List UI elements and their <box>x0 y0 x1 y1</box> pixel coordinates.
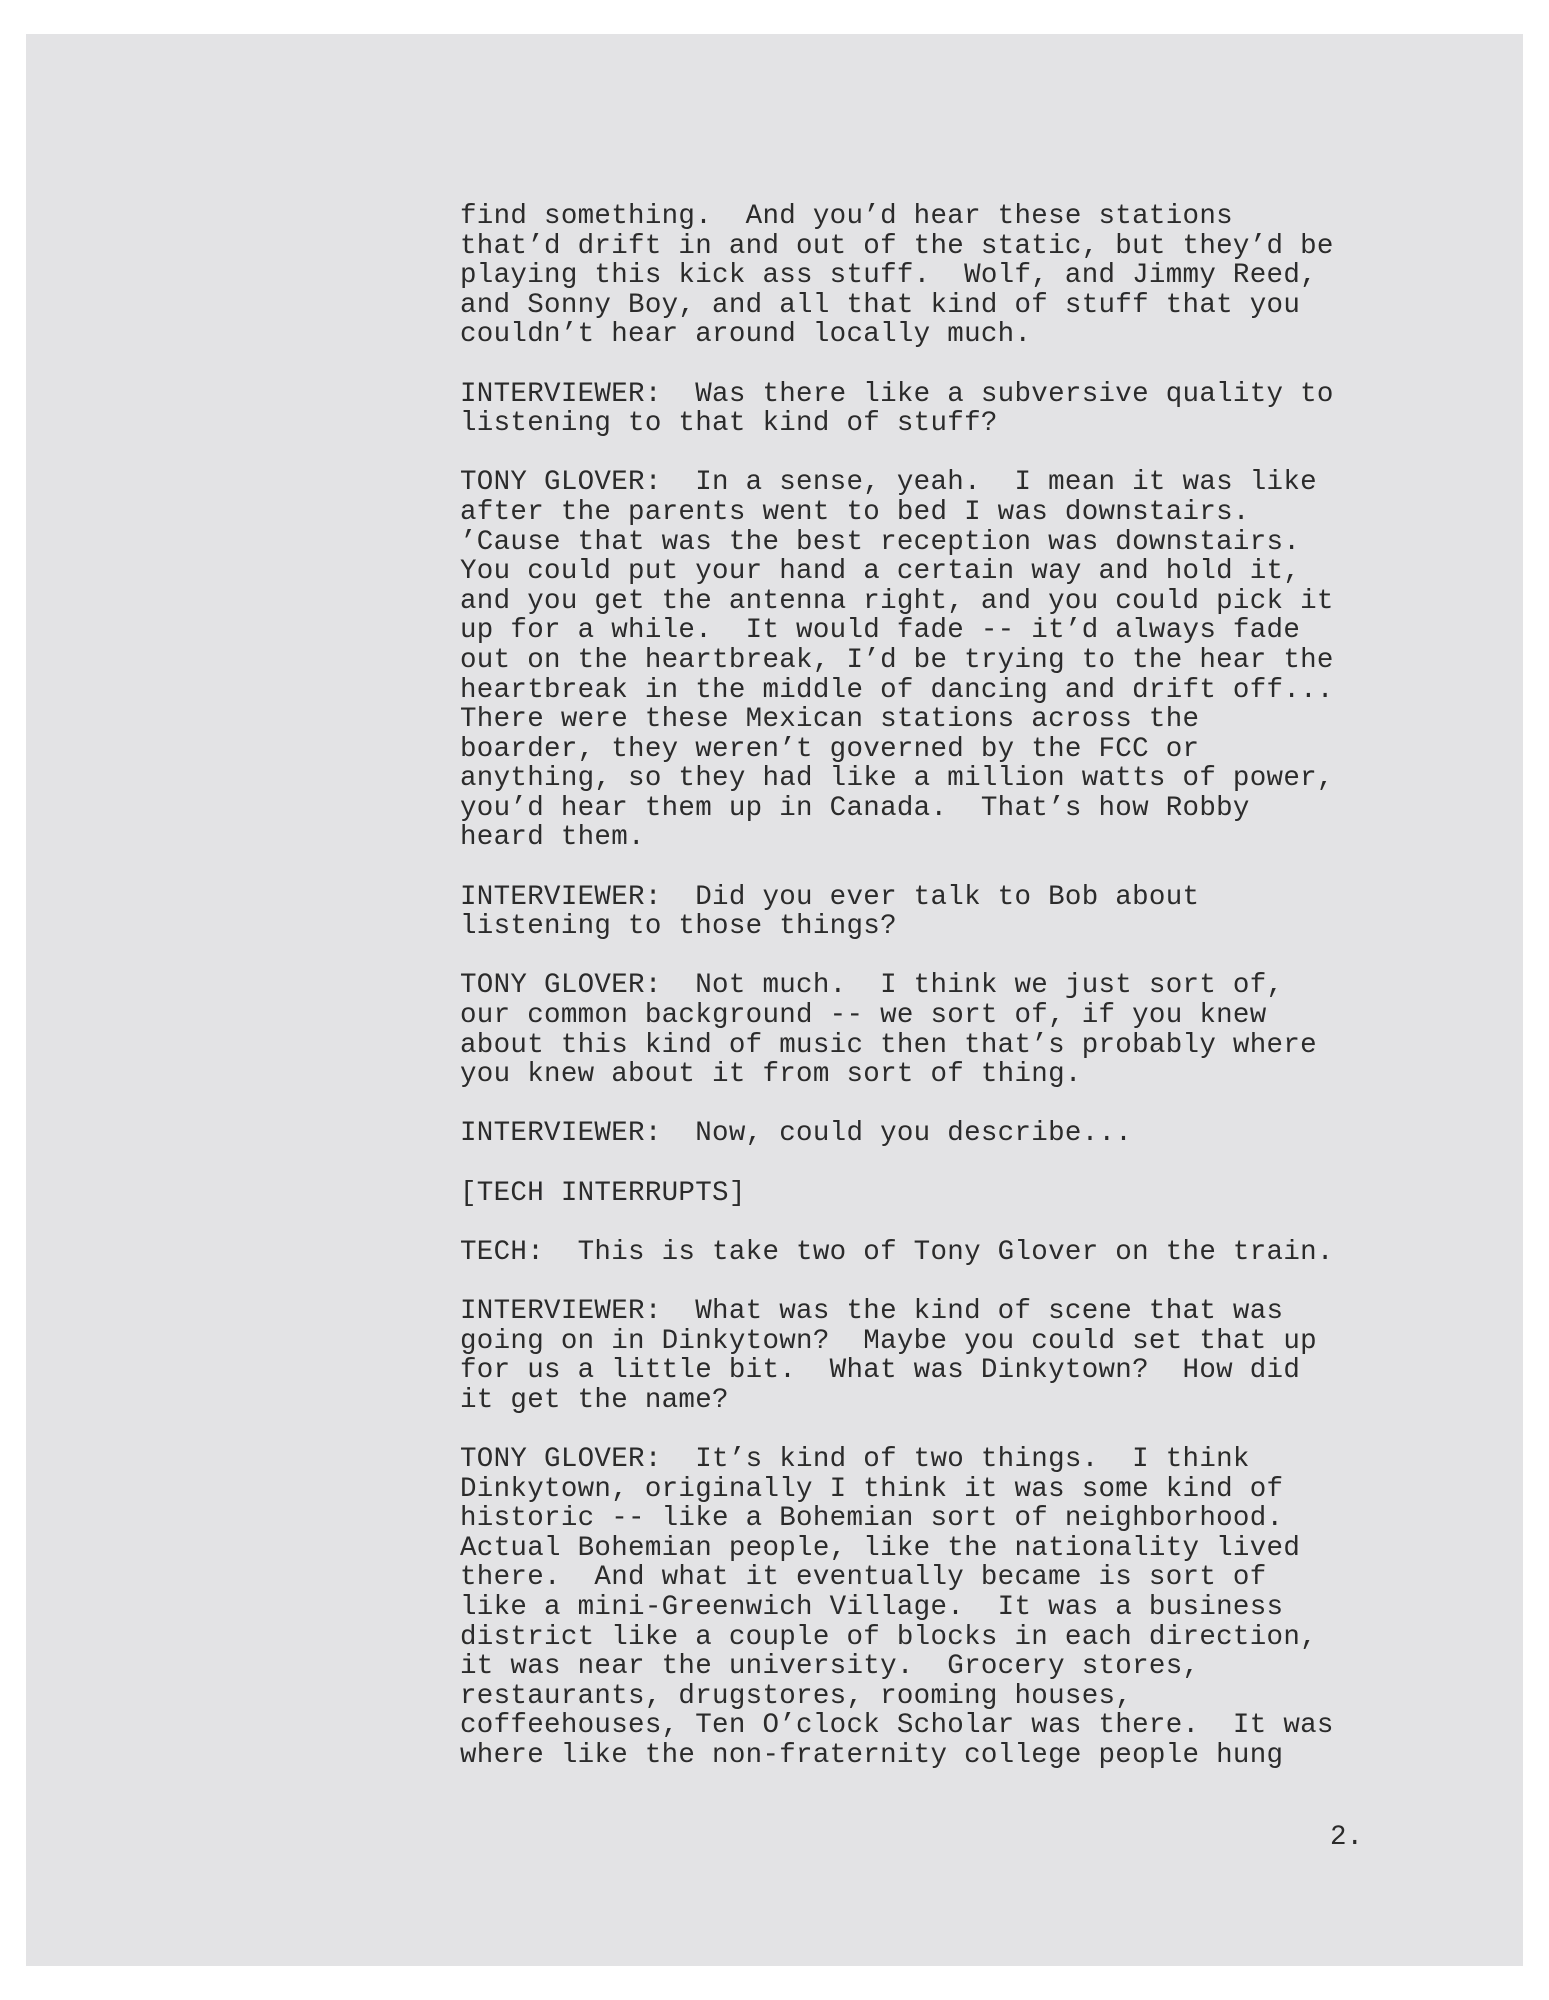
transcript-line: couldn’t hear around locally much. <box>460 319 1032 351</box>
transcript-paragraph <box>460 1238 1420 1268</box>
transcript-line: TONY GLOVER: In a sense, yeah. I mean it was like <box>460 467 1317 499</box>
transcript-line: TONY GLOVER: Not much. I think we just sort of, <box>460 970 1284 1002</box>
transcript-line: where like the non-fraternity college people hung <box>460 1739 1284 1771</box>
transcript-paragraph <box>460 1445 1420 1771</box>
transcript-line: find something. And you’d hear these stations <box>460 201 1233 232</box>
transcript-paragraph <box>460 1119 1420 1149</box>
transcript-line: ’Cause that was the best reception was downstairs. <box>460 526 1301 558</box>
transcript-line: it get the name? <box>460 1384 729 1416</box>
transcript-line: coffeehouses, Ten O’clock Scholar was there. It was <box>460 1710 1334 1742</box>
transcript-line: and you get the antenna right, and you could pick it <box>460 585 1334 617</box>
transcript-line: There were these Mexican stations across the <box>460 704 1200 736</box>
transcript-line: heartbreak in the middle of dancing and drift off... <box>460 674 1334 706</box>
transcript-line: going on in Dinkytown? Maybe you could set that up <box>460 1325 1317 1357</box>
transcript-line: for us a little bit. What was Dinkytown? How did <box>460 1355 1301 1387</box>
transcript-line: our common background -- we sort of, if you knew <box>460 1000 1267 1032</box>
transcript-line: like a mini-Greenwich Village. It was a business <box>460 1591 1284 1623</box>
transcript-line: Actual Bohemian people, like the nationality lived <box>460 1532 1301 1564</box>
transcript-paragraph <box>460 202 1420 350</box>
transcript-line: you’d hear them up in Canada. That’s how Robby <box>460 792 1250 824</box>
transcript-line: Dinkytown, originally I think it was some kind of <box>460 1473 1284 1505</box>
transcript-line: heard them. <box>460 822 645 854</box>
transcript-line: there. And what it eventually became is sort of <box>460 1562 1267 1594</box>
transcript-line: and Sonny Boy, and all that kind of stuff that you <box>460 289 1301 321</box>
transcript-line: that’d drift in and out of the static, but they’d be <box>460 230 1334 262</box>
transcript-line: historic -- like a Bohemian sort of neighborhood. <box>460 1503 1284 1535</box>
transcript-line: up for a while. It would fade -- it’d always fade <box>460 615 1301 647</box>
transcript-paragraph <box>460 1179 1420 1209</box>
transcript-paragraph <box>460 1297 1420 1415</box>
transcript-line: you knew about it from sort of thing. <box>460 1059 1082 1091</box>
transcript-line: TONY GLOVER: It’s kind of two things. I think <box>460 1443 1250 1475</box>
transcript-line: anything, so they had like a million watts of power, <box>460 763 1334 795</box>
transcript-line: listening to those things? <box>460 911 897 943</box>
transcript-line: [TECH INTERRUPTS] <box>460 1177 746 1209</box>
transcript-line: TECH: This is take two of Tony Glover on the train. <box>460 1236 1334 1268</box>
transcript-line: INTERVIEWER: What was the kind of scene that was <box>460 1295 1284 1327</box>
transcript-line: it was near the university. Grocery stores, <box>460 1651 1200 1683</box>
page-number: 2. <box>1330 1822 1364 1853</box>
transcript-line: INTERVIEWER: Was there like a subversive quality to <box>460 378 1334 410</box>
transcript-paragraph <box>460 883 1420 942</box>
transcript-line: playing this kick ass stuff. Wolf, and Jimmy Reed, <box>460 260 1317 292</box>
transcript-line: INTERVIEWER: Now, could you describe... <box>460 1118 1133 1150</box>
transcript-line: district like a couple of blocks in each direction, <box>460 1621 1317 1653</box>
transcript-line: restaurants, drugstores, rooming houses, <box>460 1680 1133 1712</box>
transcript-line: after the parents went to bed I was downstairs. <box>460 496 1250 528</box>
transcript-line: boarder, they weren’t governed by the FCC or <box>460 733 1200 765</box>
transcript-line: about this kind of music then that’s probably where <box>460 1029 1317 1061</box>
transcript-paragraph <box>460 380 1420 439</box>
transcript-body <box>460 202 1420 1800</box>
transcript-paragraph <box>460 971 1420 1089</box>
transcript-line: out on the heartbreak, I’d be trying to the hear the <box>460 644 1334 676</box>
transcript-paragraph <box>460 468 1420 853</box>
transcript-line: You could put your hand a certain way and hold it, <box>460 556 1301 588</box>
document-page <box>26 34 1523 1966</box>
transcript-line: listening to that kind of stuff? <box>460 408 998 440</box>
transcript-line: INTERVIEWER: Did you ever talk to Bob about <box>460 881 1200 913</box>
